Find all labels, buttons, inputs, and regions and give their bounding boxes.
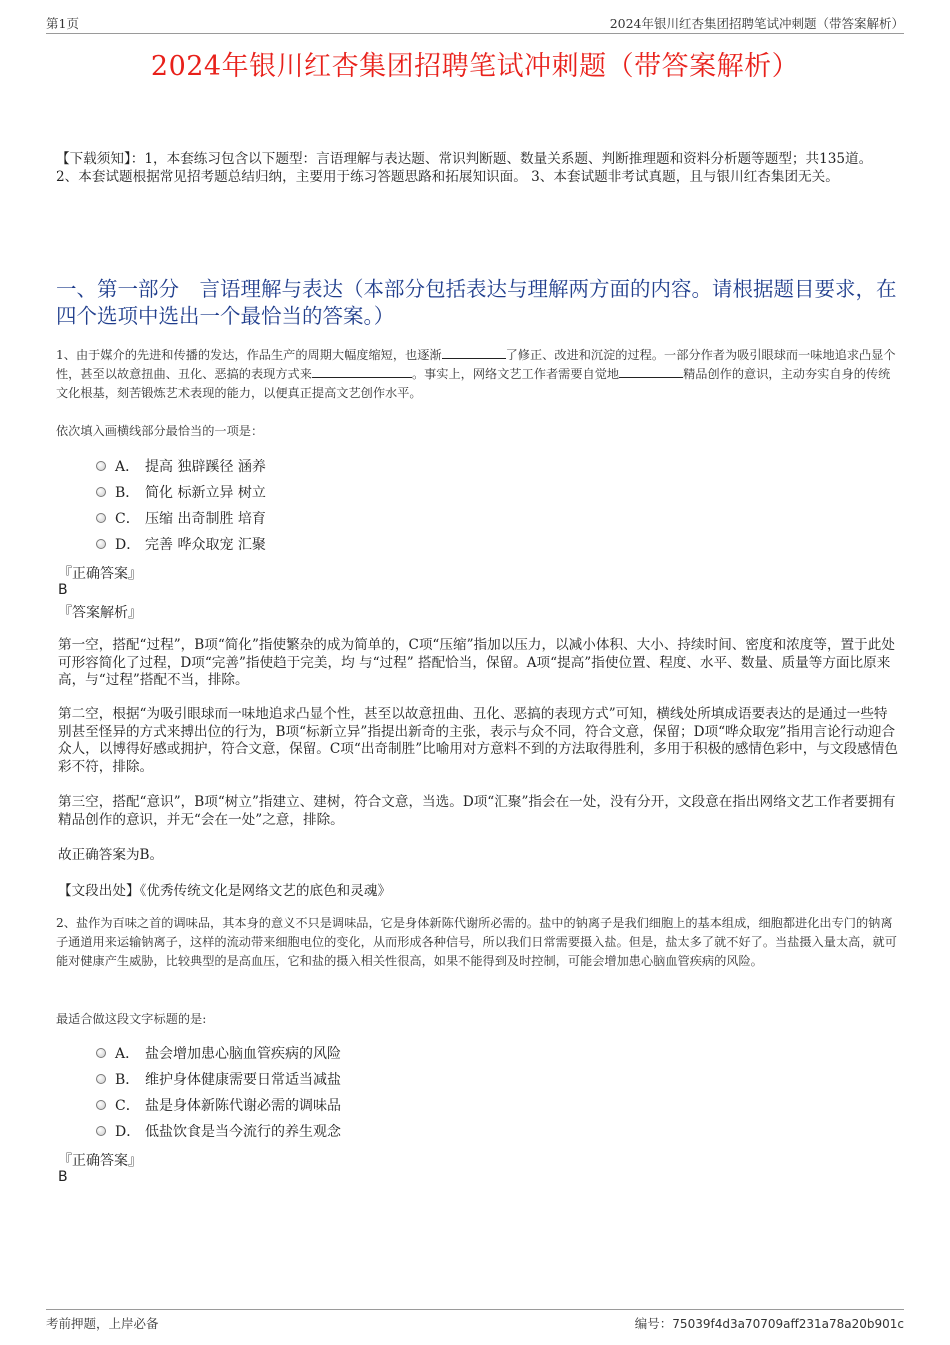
- fill-blank-1: [442, 347, 506, 359]
- question-1-option-c[interactable]: C． 压缩 出奇制胜 培育: [96, 508, 266, 528]
- radio-icon[interactable]: [96, 539, 106, 549]
- correct-answer-label: 『正确答案』: [58, 1153, 142, 1169]
- question-1-option-b[interactable]: B． 简化 标新立异 树立: [96, 482, 266, 502]
- page-title: 2024年银川红杏集团招聘笔试冲刺题（带答案解析）: [150, 51, 800, 82]
- analysis-paragraph: 第二空，根据“为吸引眼球而一味地追求凸显个性，甚至以故意扭曲、丑化、恶搞的表现方式”可知，横线处所填成语要表达的是通过一些特别甚至怪异的方式来搏出位的行为，B项“标新立异”指提出新奇的主张，表示与众不同，符合文意，保留；D项“哗众取宠”指用言论行动迎合众人，以博得好感或拥护，符合文意，保留。C项“出奇制胜”比喻用对方意料不到的方法取得胜利，多用于积极的感情色彩中，与文段感情色彩不符，排除。: [58, 706, 898, 775]
- question-1-text: 1、由于媒介的先进和传播的发达，作品生产的周期大幅度缩短，也逐渐 了修正、改进和沉淀的过程。一部分作者为吸引眼球而一味地追求凸显个性，甚至以故意扭曲、丑化、恶搞的表现方式来 。事实上，网络文艺工作者需要自觉地 精品创作的意识，主动夯实自身的传统文化根基，刻苦锻炼艺术表现的能力，以便真正提高文艺创作水平。: [56, 348, 896, 400]
- analysis-paragraph: 第三空，搭配“意识”，B项“树立”指建立、建树，符合文意，当选。D项“汇聚”指会在一处，没有分开，文段意在指出网络文艺工作者要拥有精品创作的意识，并无“会在一处”之意，排除。: [58, 794, 896, 828]
- footer-divider: [46, 1309, 904, 1310]
- radio-icon[interactable]: [96, 1126, 106, 1136]
- radio-icon[interactable]: [96, 1074, 106, 1084]
- header-divider: [46, 33, 904, 34]
- radio-icon[interactable]: [96, 513, 106, 523]
- question-2-option-a[interactable]: A． 盐会增加患心脑血管疾病的风险: [96, 1043, 341, 1063]
- question-2-option-d[interactable]: D． 低盐饮食是当今流行的养生观念: [96, 1121, 341, 1141]
- radio-icon[interactable]: [96, 1100, 106, 1110]
- question-1-option-a[interactable]: A． 提高 独辟蹊径 涵养: [96, 456, 266, 476]
- correct-answer-label: 『正确答案』: [58, 566, 142, 582]
- correct-answer-value: B: [58, 582, 68, 598]
- footer-slogan: 考前押题，上岸必备: [46, 1316, 159, 1331]
- question-2-text: 2、盐作为百味之首的调味品，其本身的意义不只是调味品，它是身体新陈代谢所必需的。盐中的钠离子是我们细胞上的基本组成，细胞都进化出专门的钠离子通道用来运输钠离子，这样的流动带来细胞电位的变化，从而形成各种信号，所以我们日常需要摄入盐。但是，盐太多了就不好了。当盐摄入量太高，就可能对健康产生威胁，比较典型的是高血压，它和盐的摄入相关性很高，如果不能得到及时控制，可能会增加患心脑血管疾病的风险。: [56, 916, 897, 968]
- question-1-option-d[interactable]: D． 完善 哗众取宠 汇聚: [96, 534, 266, 554]
- section-heading: 一、第一部分 言语理解与表达（本部分包括表达与理解两方面的内容。请根据题目要求，在四个选项中选出一个最恰当的答案。）: [56, 277, 897, 328]
- footer-document-id: 编号：75039f4d3a70709aff231a78a20b901c: [634, 1316, 904, 1331]
- radio-icon[interactable]: [96, 1048, 106, 1058]
- fill-blank-2: [312, 366, 412, 378]
- analysis-paragraph: 第一空，搭配“过程”，B项“简化”指使繁杂的成为简单的，C项“压缩”指加以压力，以减小体积、大小、持续时间、密度和浓度等，置于此处可形容简化了过程，D项“完善”指使趋于完美，均 与“过程” 搭配恰当，保留。A项“提高”指使位置、程度、水平、数量、质量等方面比原来高，与“过程”搭配不当，排除。: [58, 637, 895, 688]
- analysis-label: 『答案解析』: [58, 605, 142, 621]
- correct-answer-value: B: [58, 1169, 68, 1185]
- download-notice: 【下载须知】：1，本套练习包含以下题型：言语理解与表达题、常识判断题、数量关系题、判断推理题和资料分析题等题型；共135道。 2、本套试题根据常见招考题总结归纳，主要用于练习答题思路和拓展知识面。 3、本套试题非考试真题，且与银川红杏集团无关。: [56, 151, 873, 185]
- question-2-option-c[interactable]: C． 盐是身体新陈代谢必需的调味品: [96, 1095, 341, 1115]
- page-number: 第1页: [46, 16, 79, 31]
- header-doc-title: 2024年银川红杏集团招聘笔试冲刺题（带答案解析）: [609, 16, 904, 31]
- radio-icon[interactable]: [96, 461, 106, 471]
- question-1-prompt: 依次填入画横线部分最恰当的一项是：: [56, 424, 264, 438]
- fill-blank-3: [619, 366, 683, 378]
- question-2-option-b[interactable]: B． 维护身体健康需要日常适当减盐: [96, 1069, 341, 1089]
- analysis-conclusion: 故正确答案为B。: [58, 847, 164, 863]
- question-2-prompt: 最适合做这段文字标题的是:: [56, 1012, 207, 1026]
- radio-icon[interactable]: [96, 487, 106, 497]
- passage-source: 【文段出处】《优秀传统文化是网络文艺的底色和灵魂》: [58, 883, 392, 899]
